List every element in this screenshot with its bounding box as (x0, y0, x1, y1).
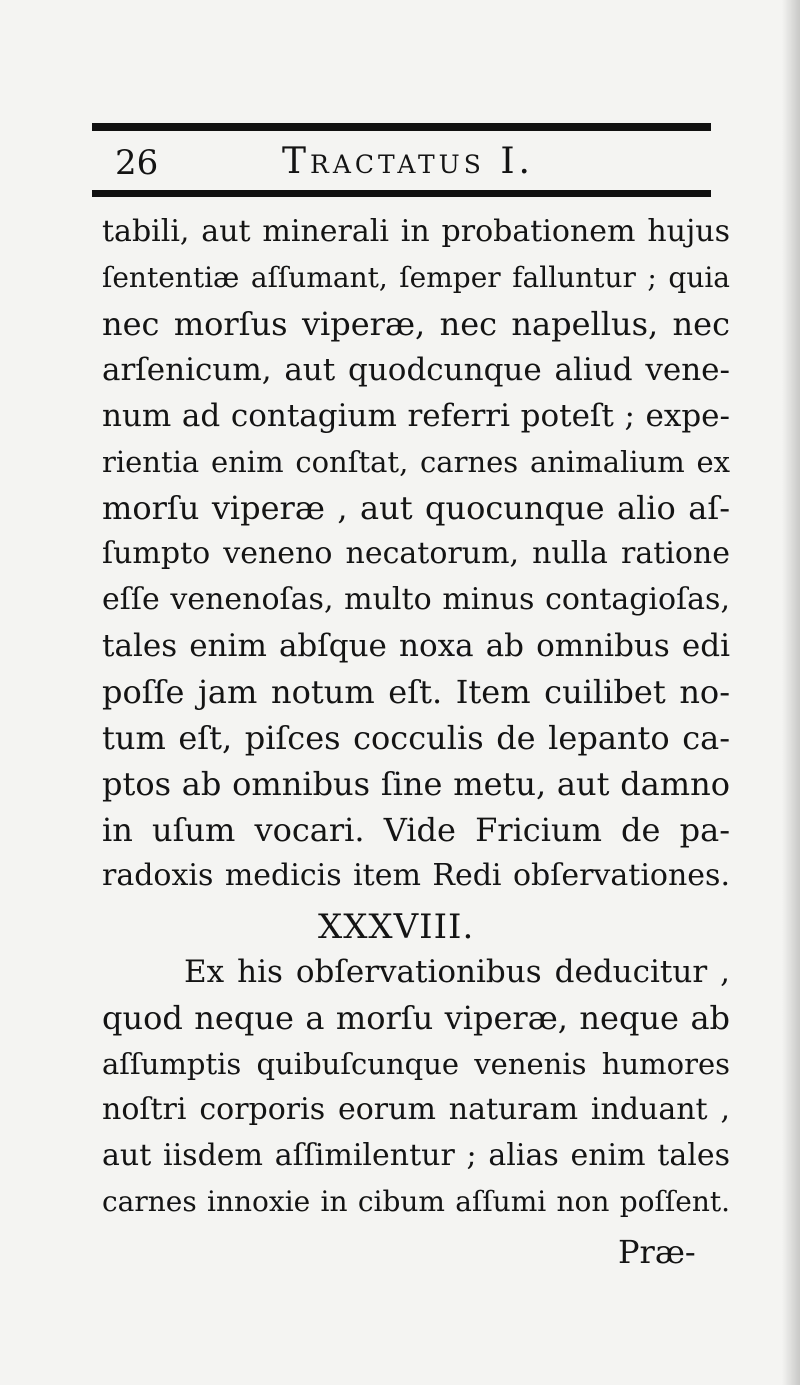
page-edge-shadow (782, 0, 800, 1385)
text-line: aſſumptis quibuſcunque venenis humores (102, 1047, 730, 1081)
text-line: noſtri corporis eorum naturam induant , (102, 1092, 730, 1127)
running-head: Tractatus I. (282, 141, 534, 182)
catchword: Præ- (618, 1233, 696, 1271)
text-line: arſenicum, aut quodcunque aliud vene- (102, 352, 730, 388)
header-rule-bottom (92, 190, 711, 197)
text-line: tum eſt, piſces cocculis de lepanto ca- (102, 719, 730, 757)
text-line: ſumpto veneno necatorum, nulla ratione (102, 536, 730, 571)
text-line: ſententiæ aſſumant, ſemper falluntur ; quia (102, 261, 730, 294)
text-line: ptos ab omnibus ſine metu, aut damno (102, 765, 730, 803)
text-line: nec morſus viperæ, nec napellus, nec (102, 305, 730, 343)
text-line: quod neque a morſu viperæ, neque ab (102, 999, 730, 1037)
text-line: in uſum vocari. Vide Fricium de pa- (102, 811, 730, 849)
header-rule-top (92, 123, 711, 131)
section-heading: XXXVIII. (318, 907, 475, 947)
text-line: tabili, aut minerali in probationem hujus (102, 214, 730, 249)
text-line: Ex his obſervationibus deducitur , (184, 954, 730, 990)
text-line: tales enim abſque noxa ab omnibus edi (102, 628, 730, 664)
text-line: morſu viperæ , aut quocunque alio aſ- (102, 489, 730, 527)
text-line: rientia enim conſtat, carnes animalium ex (102, 445, 730, 479)
text-line: radoxis medicis item Redi obſervationes. (102, 858, 730, 893)
text-line: eſſe venenoſas, multo minus contagioſas, (102, 582, 730, 617)
text-line: aut iisdem aſſimilentur ; alias enim tales (102, 1138, 730, 1173)
text-line: carnes innoxie in cibum aſſumi non poſſent. (102, 1185, 730, 1218)
page-number: 26 (115, 143, 159, 183)
text-line: num ad contagium referri poteſt ; expe- (102, 398, 730, 434)
text-line: poſſe jam notum eſt. Item cuilibet no- (102, 673, 730, 711)
